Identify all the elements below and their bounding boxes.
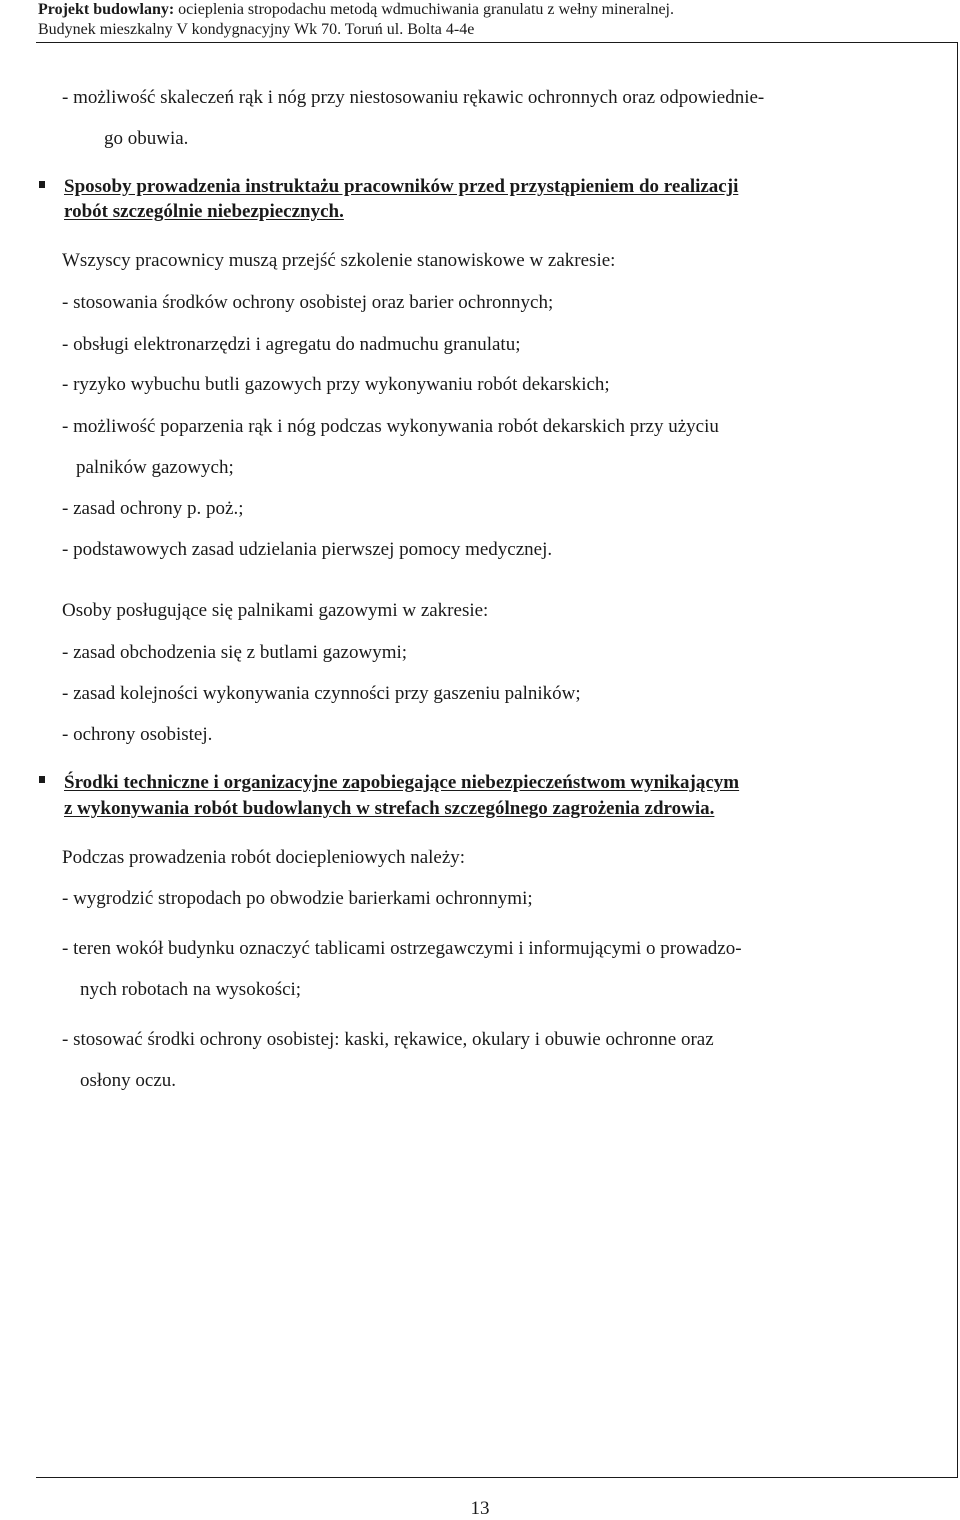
header-line-2: Budynek mieszkalny V kondygnacyjny Wk 70. Toruń ul. Bolta 4-4e xyxy=(38,21,475,38)
section1-para2-item: - zasad obchodzenia się z butlami gazowymi; xyxy=(62,642,408,663)
section1-para1-item: - obsługi elektronarzędzi i agregatu do nadmuchu granulatu; xyxy=(62,334,521,355)
section1-para1-item: - stosowania środków ochrony osobistej oraz barier ochronnych; xyxy=(62,292,554,313)
page-number: 13 xyxy=(470,1498,490,1519)
section1-para2-title: Osoby posługujące się palnikami gazowymi w zakresie: xyxy=(62,600,489,621)
section1-para1-title: Wszyscy pracownicy muszą przejść szkolenie stanowiskowe w zakresie: xyxy=(62,250,616,271)
section1-para1-item: - zasad ochrony p. poż.; xyxy=(62,498,244,519)
section2-item: - teren wokół budynku oznaczyć tablicami ostrzegawczymi i informującymi o prowadzo- xyxy=(62,938,742,959)
section1-para2-item: - ochrony osobistej. xyxy=(62,724,213,745)
header-line-1-text: ocieplenia stropodachu metodą wdmuchiwania granulatu z wełny mineralnej. xyxy=(174,1,674,18)
section1-para2-item: - zasad kolejności wykonywania czynności przy gaszeniu palników; xyxy=(62,683,581,704)
section1-para1-item: - podstawowych zasad udzielania pierwszej pomocy medycznej. xyxy=(62,539,553,560)
section1-para1-item: palników gazowych; xyxy=(76,457,234,478)
section2-item: - stosować środki ochrony osobistej: kaski, rękawice, okulary i obuwie ochronne oraz xyxy=(62,1029,714,1050)
section2-item: - wygrodzić stropodach po obwodzie barierkami ochronnymi; xyxy=(62,888,533,909)
section1-heading-line-2: robót szczególnie niebezpiecznych. xyxy=(64,201,344,222)
section2-para-title: Podczas prowadzenia robót dociepleniowych należy: xyxy=(62,847,466,868)
section2-item: osłony oczu. xyxy=(80,1070,177,1091)
bullet-icon xyxy=(39,181,45,188)
section2-heading-line-1: Środki techniczne i organizacyjne zapobiegające niebezpieczeństwom wynikającym xyxy=(64,772,740,793)
header-prefix: Projekt budowlany: xyxy=(38,1,175,18)
header-line-1 xyxy=(38,0,960,20)
intro-line-1: - możliwość skaleczeń rąk i nóg przy niestosowaniu rękawic ochronnych oraz odpowiednie- xyxy=(62,87,765,108)
section2-item: nych robotach na wysokości; xyxy=(80,979,302,1000)
section2-heading-line-2: z wykonywania robót budowlanych w strefach szczególnego zagrożenia zdrowia. xyxy=(64,798,715,819)
section1-heading-line-1: Sposoby prowadzenia instruktażu pracowników przed przystąpieniem do realizacji xyxy=(64,176,739,197)
intro-line-2: go obuwia. xyxy=(104,128,189,149)
section1-para1-item: - możliwość poparzenia rąk i nóg podczas wykonywania robót dekarskich przy użyciu xyxy=(62,416,719,437)
section1-para1-item: - ryzyko wybuchu butli gazowych przy wykonywaniu robót dekarskich; xyxy=(62,374,610,395)
page-header xyxy=(38,0,960,40)
bullet-icon xyxy=(39,776,45,783)
